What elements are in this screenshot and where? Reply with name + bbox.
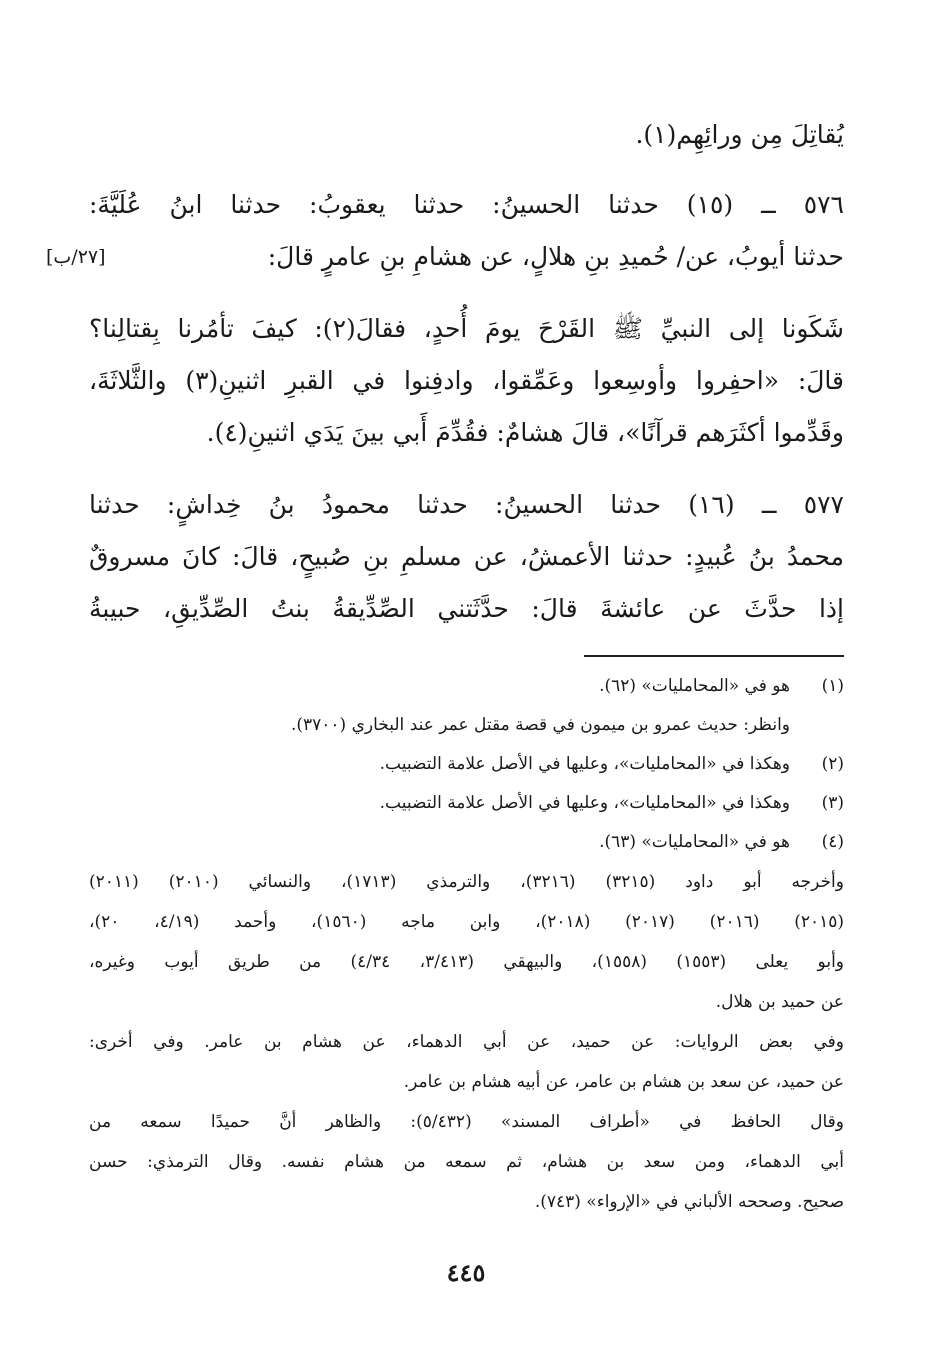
footnote-4-line-4: عن حميد بن هلال.: [715, 992, 844, 1012]
page-number: ٤٤٥: [446, 1258, 486, 1287]
footnote-text: هو في «المحامليات» (٦٢).: [599, 676, 790, 696]
footnote-4-line-2: (٢٠١٥) (٢٠١٦) (٢٠١٧) (٢٠١٨)، وابن ماجه (١٥٦٠)، وأحمد (٤/١٩، ٢٠)،: [89, 912, 845, 932]
main-text-line-1: يُقاتِلَ مِن ورائِهِم(١).: [635, 120, 844, 149]
footnote-4-line-1: وأخرجه أبو داود (٣٢١٥) (٣٢١٦)، والترمذي (١٧١٣)، والنسائي (٢٠١٠) (٢٠١١): [89, 872, 844, 892]
footnote-divider: [584, 655, 844, 657]
hadith-577-line-1: ٥٧٧ ــ (١٦) حدثنا الحسينُ: حدثنا محمودُ بنُ خِداشٍ: حدثنا: [89, 490, 844, 519]
hadith-576-line-1: ٥٧٦ ــ (١٥) حدثنا الحسينُ: حدثنا يعقوبُ: حدثنا ابنُ عُلَيَّةَ:: [89, 190, 844, 219]
footnote-number: (٤): [821, 832, 844, 852]
footnote-4-line-5: وفي بعض الروايات: عن حميد، عن أبي الدهماء، عن هشام بن عامر. وفي أخرى:: [89, 1032, 844, 1052]
footnote-number: (١): [821, 676, 844, 696]
footnote-4-line-3: وأبو يعلى (١٥٥٣) (١٥٥٨)، والبيهقي (٣/٤١٣، ٤/٣٤) من طريق أيوب وغيره،: [89, 952, 845, 972]
footnote-4-line-6: عن حميد، عن سعد بن هشام بن عامر، عن أبيه هشام بن عامر.: [403, 1072, 844, 1092]
footnote-4-line-7: وقال الحافظ في «أطراف المسند» (٥/٤٣٢): والظاهر أنَّ حميدًا سمعه من: [89, 1112, 844, 1132]
hadith-577-line-2: محمدُ بنُ عُبيدٍ: حدثنا الأعمشُ، عن مسلمِ بنِ صُبيحٍ، قالَ: كانَ مسروقٌ: [89, 542, 844, 571]
footnote-4-line-9: صحيح. وصححه الألباني في «الإرواء» (٧٤٣).: [534, 1192, 844, 1212]
footnote-number: (٣): [821, 793, 844, 813]
footnote-4-line-8: أبي الدهماء، ومن سعد بن هشام، ثم سمعه من هشام نفسه. وقال الترمذي: حسن: [89, 1152, 844, 1172]
footnote-number: (٢): [821, 754, 844, 774]
hadith-576-line-2: حدثنا أيوبُ، عن/ حُميدِ بنِ هلالٍ، عن هشامِ بنِ عامرٍ قالَ:: [267, 242, 844, 271]
hadith-577-line-3: إذا حدَّثَ عن عائشةَ قالَ: حدَّثَتني الصِّدِّيقةُ بنتُ الصِّدِّيقِ، حبيبةُ: [89, 594, 844, 623]
manuscript-folio-note: [٢٧/ب]: [46, 246, 106, 268]
footnote-text: وانظر: حديث عمرو بن ميمون في قصة مقتل عمر عند البخاري (٣٧٠٠).: [290, 715, 790, 735]
hadith-576-line-5: وقَدِّموا أكثَرَهم قرآنًا»، قالَ هشامٌ: فقُدِّمَ أَبي بينَ يَدَي اثنينِ(٤).: [206, 418, 844, 447]
footnote-text: وهكذا في «المحامليات»، وعليها في الأصل علامة التضبيب.: [379, 754, 790, 774]
hadith-576-line-3: شَكَونا إلى النبيِّ ﷺ القَرْحَ يومَ أُحدٍ، فقالَ(٢): كيفَ تأمُرنا بِقتالِنا؟: [89, 314, 844, 343]
footnote-text: وهكذا في «المحامليات»، وعليها في الأصل علامة التضبيب.: [379, 793, 790, 813]
hadith-576-line-4: قالَ: «احفِروا وأوسِعوا وعَمِّقوا، وادفِنوا في القبرِ اثنينِ(٣) والثَّلاثَةَ،: [89, 366, 844, 395]
footnote-text: هو في «المحامليات» (٦٣).: [599, 832, 790, 852]
